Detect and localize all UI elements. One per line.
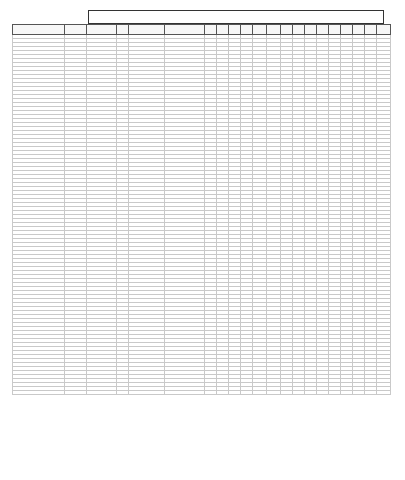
table-cell [65, 391, 87, 395]
column-header [229, 25, 241, 35]
table-row [13, 391, 391, 395]
column-header [281, 25, 293, 35]
table-cell [87, 391, 117, 395]
column-header [117, 25, 129, 35]
column-header [65, 25, 87, 35]
column-header [317, 25, 329, 35]
table-cell [217, 391, 229, 395]
column-header [377, 25, 391, 35]
column-header [329, 25, 341, 35]
table-cell [365, 391, 377, 395]
table-cell [353, 391, 365, 395]
table-cell [165, 391, 205, 395]
column-header [305, 25, 317, 35]
table-cell [281, 391, 293, 395]
table-cell [305, 391, 317, 395]
table-cell [229, 391, 241, 395]
column-header [253, 25, 267, 35]
table-cell [377, 391, 391, 395]
table-header-row [13, 25, 391, 35]
column-header [293, 25, 305, 35]
table-cell [267, 391, 281, 395]
table-cell [341, 391, 353, 395]
report-title [88, 10, 384, 24]
table-cell [329, 391, 341, 395]
table-cell [253, 391, 267, 395]
table-cell [241, 391, 253, 395]
table-cell [129, 391, 165, 395]
column-header [13, 25, 65, 35]
column-header [129, 25, 165, 35]
column-header [165, 25, 205, 35]
column-header [267, 25, 281, 35]
column-header [217, 25, 229, 35]
column-header [87, 25, 117, 35]
table-cell [13, 391, 65, 395]
column-header [353, 25, 365, 35]
data-table [12, 24, 391, 395]
table-cell [117, 391, 129, 395]
column-header [241, 25, 253, 35]
column-header [365, 25, 377, 35]
table-cell [205, 391, 217, 395]
column-header [341, 25, 353, 35]
column-header [205, 25, 217, 35]
table-body [13, 35, 391, 395]
table-cell [317, 391, 329, 395]
table-cell [293, 391, 305, 395]
